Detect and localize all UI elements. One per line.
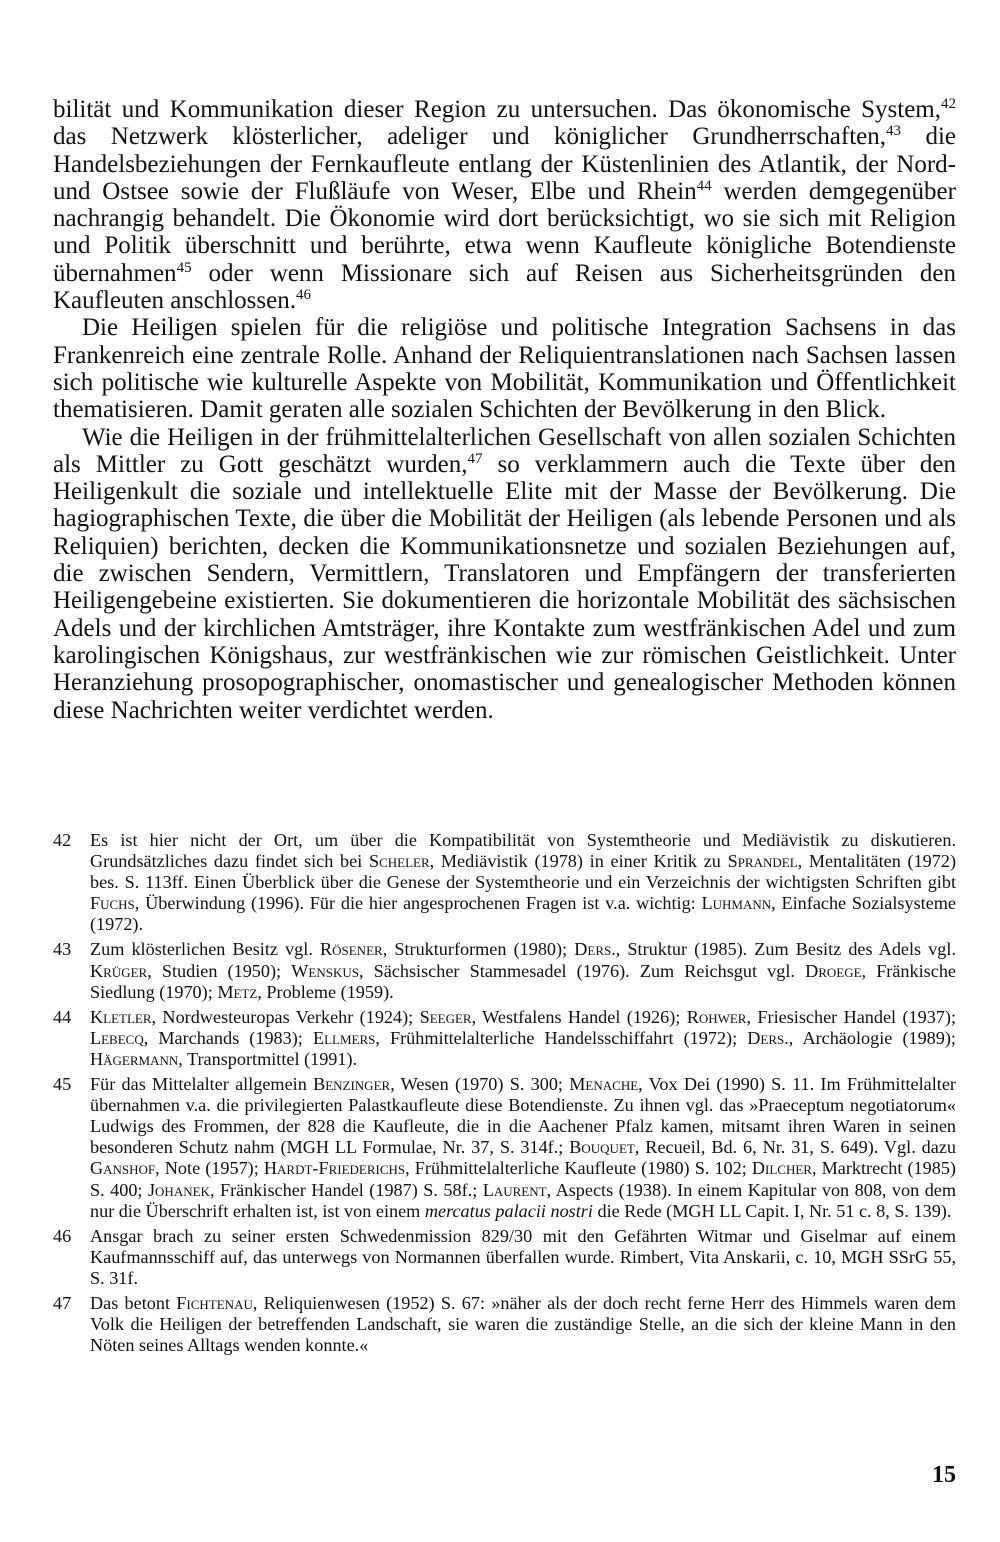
footnote-43 — [53, 939, 956, 1002]
author-name: Luhmann — [701, 893, 772, 914]
footnote-47 — [53, 1293, 956, 1356]
footnote-number: 45 — [53, 1074, 72, 1095]
author-name: Lebecq — [90, 1027, 144, 1048]
main-text — [53, 96, 956, 724]
author-name: Laurent — [482, 1179, 547, 1200]
footnote-ref: 43 — [886, 123, 901, 140]
footnote-ref: 42 — [941, 96, 956, 112]
footnote-text: Ansgar brach zu seiner ersten Schwedenmission 829/30 mit den Gefährten Witmar und Giselmar auf einem Kaufmannsschiff auf, das unterwegs von Normannen überfallen wurde. Rimbert, Vita Anskarii, c. 10, MGH SSrG 55, S. 31f. — [90, 1225, 956, 1288]
author-name: Ders. — [747, 1027, 789, 1048]
footnote-text: Es ist hier nicht der Ort, um über die Kompatibilität von Systemtheorie und Mediävistik zu diskutieren. Grundsätzliches dazu findet sich bei Scheler, Mediävistik (1978) in einer Kritik zu Sprandel, Mentalitäten (1972) bes. S. 113ff. Einen Überblick über die Genese der Systemtheorie und ein Verzeichnis der wichtigsten Schriften gibt Fuchs, Überwindung (1996). Für die hier angesprochenen Fragen ist v.a. wichtig: Luhmann, Einfache Sozialsysteme (1972). — [90, 830, 956, 935]
author-name: Kletler — [90, 1006, 152, 1027]
author-name: Dilcher — [751, 1158, 812, 1179]
paragraph-3: Wie die Heiligen in der frühmittelalterlichen Gesellschaft von allen sozialen Schichten als Mittler zu Gott geschätzt wurden,$^{47}$ so verklammern auch die Texte über den Heiligenkult die soziale und intellektuelle Elite mit der Masse der Bevölkerung. Die hagiographischen Texte, die über die Mobilität der Heiligen (als lebende Personen und als Reliquien) berichten, decken die Kommunikationsnetze und sozialen Beziehungen auf, die zwischen Sendern, Vermittlern, Translatoren und Empfängern der transferierten Heiligengebeine existierten. Sie dokumentieren die horizontale Mobilität des sächsischen Adels und der kirchlichen Amtsträger, ihre Kontakte zum westfränkischen Adel und zum karolingischen Königshaus, zur westfränkischen wie zur römischen Geistlichkeit. Unter Heranziehung prosopographischer, onomastischer und genealogischer Methoden können diese Nachrichten weiter verdichtet werden. — [53, 423, 956, 724]
author-name: Rohwer — [686, 1006, 747, 1027]
footnote-text: Das betont Fichtenau, Reliquienwesen (1952) S. 67: »näher als der doch recht ferne Herr des Himmels waren dem Volk die Heiligen der betreffenden Landschaft, sie waren die zuständige Stelle, an die sich der kleine Mann in den Nöten seines Alltags wenden konnte.« — [90, 1292, 956, 1356]
author-name: Seeger — [419, 1006, 472, 1027]
footnote-number: 46 — [53, 1225, 72, 1246]
author-name: Droege — [805, 960, 862, 981]
footnote-text: Für das Mittelalter allgemein Benzinger, Wesen (1970) S. 300; Menache, Vox Dei (1990) S. 11. Im Frühmittelalter übernahmen v.a. die privilegierten Palastkaufleute diese Botendienste. Zu ihnen vgl. das »Praeceptum negotiatorum« Ludwigs des Frommen, der 828 die Kaufleute, die in die Aachener Pfalz kamen, mitsamt ihren Waren in seinen besonderen Schutz nahm (MGH LL Formulae, Nr. 37, S. 314f.; Bouquet, Recueil, Bd. 6, Nr. 31, S. 649). Vgl. dazu Ganshof, Note (1957); Hardt-Friederichs, Frühmittelalterliche Kaufleute (1980) S. 102; Dilcher, Marktrecht (1985) S. 400; Johanek, Fränkischer Handel (1987) S. 58f.; Laurent, Aspects (1938). In einem Kapitular von 808, von dem nur die Überschrift erhalten ist, ist von einem mercatus palacii nostri die Rede (MGH LL Capit. I, Nr. 51 c. 8, S. 139). — [90, 1074, 957, 1221]
footnote-ref: 44 — [696, 177, 712, 194]
author-name: Menache — [569, 1074, 639, 1095]
footnote-number: 43 — [53, 939, 72, 960]
author-name: Hardt-Friederichs — [263, 1158, 406, 1179]
author-name: Metz — [217, 981, 258, 1002]
author-name: Fichtenau — [176, 1292, 253, 1313]
footnotes — [53, 830, 956, 1360]
footnote-number: 42 — [53, 830, 72, 850]
footnote-text: Kletler, Nordwesteuropas Verkehr (1924); Seeger, Westfalens Handel (1926); Rohwer, Friesischer Handel (1937); Lebecq, Marchands (1983); Ellmers, Frühmittelalterliche Handelsschiffahrt (1972); Ders., Archäologie (1989); Hägermann, Transportmittel (1991). — [90, 1006, 956, 1069]
author-name: Bouquet — [569, 1137, 635, 1158]
footnote-46 — [53, 1226, 956, 1289]
author-name: Sprandel — [727, 851, 798, 872]
author-name: Benzinger — [313, 1074, 391, 1095]
footnote-ref: 45 — [176, 259, 192, 276]
footnote-42 — [53, 830, 956, 935]
author-name: Wenskus — [291, 960, 359, 981]
footnote-ref: 47 — [467, 450, 483, 467]
author-name: Scheler — [368, 851, 430, 872]
footnote-44 — [53, 1007, 956, 1070]
author-name: Johanek — [147, 1179, 210, 1200]
page-number: 15 — [932, 1462, 956, 1488]
italic-term: mercatus palacii nostri — [424, 1200, 593, 1221]
author-name: Ellmers — [312, 1027, 376, 1048]
author-name: Fuchs — [90, 893, 135, 914]
author-name: Krüger — [90, 960, 148, 981]
paragraph-1: bilität und Kommunikation dieser Region zu untersuchen. Das ökonomische System,$^{42}$ das Netzwerk klösterlicher, adeliger und königlicher Grundherrschaften,$^{43}$ die Handelsbeziehungen der Fernkaufleute entlang der Küstenlinien des Atlantik, der Nord- und Ostsee sowie der Flußläufe von Weser, Elbe und Rhein$^{44}$ werden demgegenüber nachrangig behandelt. Die Ökonomie wird dort berücksichtigt, wo sie sich mit Religion und Politik überschnitt und berührte, etwa wenn Kaufleute königliche Botendienste übernahmen$^{45}$ oder wenn Missionare sich auf Reisen aus Sicherheitsgründen den Kaufleuten anschlossen.$^{46}$ — [53, 96, 957, 315]
author-name: Ders. — [574, 939, 616, 960]
footnote-number: 47 — [53, 1292, 72, 1313]
footnote-text: Zum klösterlichen Besitz vgl. Rösener, Strukturformen (1980); Ders., Struktur (1985). Zum Besitz des Adels vgl. Krüger, Studien (1950); Wenskus, Sächsischer Stammesadel (1976). Zum Reichsgut vgl. Droege, Fränkische Siedlung (1970); Metz, Probleme (1959). — [90, 939, 957, 1002]
footnote-ref: 46 — [295, 287, 311, 304]
author-name: Rösener — [319, 939, 383, 960]
footnote-number: 44 — [53, 1006, 72, 1027]
paragraph-2: Die Heiligen spielen für die religiöse und politische Integration Sachsens in das Frankenreich eine zentrale Rolle. Anhand der Reliquientranslationen nach Sachsen lassen sich politische wie kulturelle Aspekte von Mobilität, Kommunikation und Öffentlichkeit thematisieren. Damit geraten alle sozialen Schichten der Bevölkerung in den Blick. — [53, 314, 956, 424]
footnote-45 — [53, 1074, 956, 1222]
author-name: Ganshof — [90, 1158, 156, 1179]
author-name: Hägermann — [90, 1048, 179, 1069]
